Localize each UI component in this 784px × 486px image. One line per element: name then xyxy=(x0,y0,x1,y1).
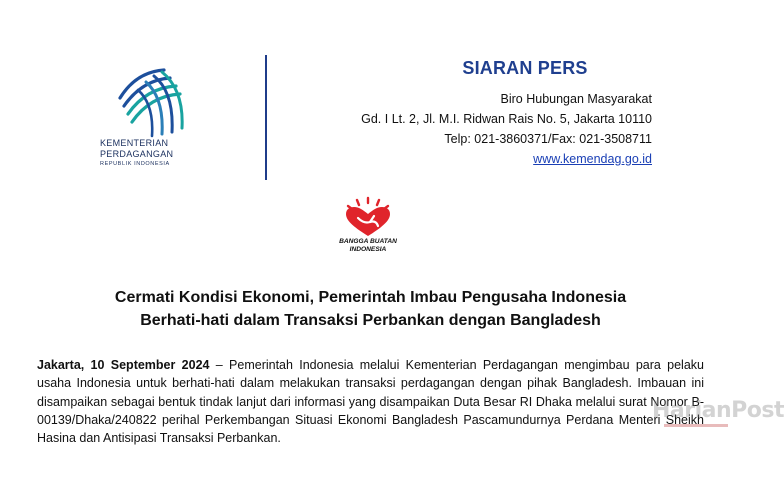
heart-icon xyxy=(330,196,406,240)
headline xyxy=(30,286,711,332)
press-title: SIARAN PERS xyxy=(462,58,588,78)
headline-line1: Cermati Kondisi Ekonomi, Pemerintah Imbau Pengusaha Indonesia xyxy=(114,289,627,306)
website-link[interactable]: www.kemendag.go.id xyxy=(533,152,652,166)
press-bureau: Biro Hubungan Masyarakat xyxy=(500,92,652,106)
bangga-line2: INDONESIA xyxy=(349,246,387,253)
watermark: HarianPost xyxy=(652,398,784,423)
body-text: – Pemerintah Indonesia melalui Kementerian Perdagangan mengimbau para pelaku usaha Indonesia untuk berhati-hati dalam melakukan transaksi perdagangan dengan pihak Bangladesh. Imbauan ini disampaikan sebagai bentuk tindak lanjut dari informasi yang disampaikan Duta Besar RI Dhaka melalui surat Nomor B-00139/Dhaka/240822 perihal Perkembangan Situasi Ekonomi Bangladesh Pascamundurnya Perdana Menteri Sheikh Hasina dan Antisipasi Transaksi Perbankan. xyxy=(37,358,704,446)
ministry-name-line1: KEMENTERIAN xyxy=(100,138,169,148)
bangga-text xyxy=(330,238,406,254)
headline-line2: Berhati-hati dalam Transaksi Perbankan dengan Bangladesh xyxy=(140,312,601,329)
watermark-underline xyxy=(664,424,728,427)
press-phone: Telp: 021-3860371/Fax: 021-3508711 xyxy=(444,132,652,146)
ministry-logo xyxy=(100,58,210,188)
body-paragraph xyxy=(37,356,704,447)
header-divider xyxy=(265,55,267,180)
press-header xyxy=(300,58,652,169)
ministry-name xyxy=(100,138,210,168)
bangga-line1: BANGGA BUATAN xyxy=(339,238,397,245)
ministry-subtitle: REPUBLIK INDONESIA xyxy=(100,161,170,167)
bangga-buatan-logo xyxy=(330,196,406,270)
press-address: Gd. I Lt. 2, Jl. M.I. Ridwan Rais No. 5, Jakarta 10110 xyxy=(361,112,652,126)
ministry-emblem-icon xyxy=(114,62,196,140)
dateline: Jakarta, 10 September 2024 xyxy=(37,358,210,372)
ministry-name-line2: PERDAGANGAN xyxy=(100,149,174,159)
